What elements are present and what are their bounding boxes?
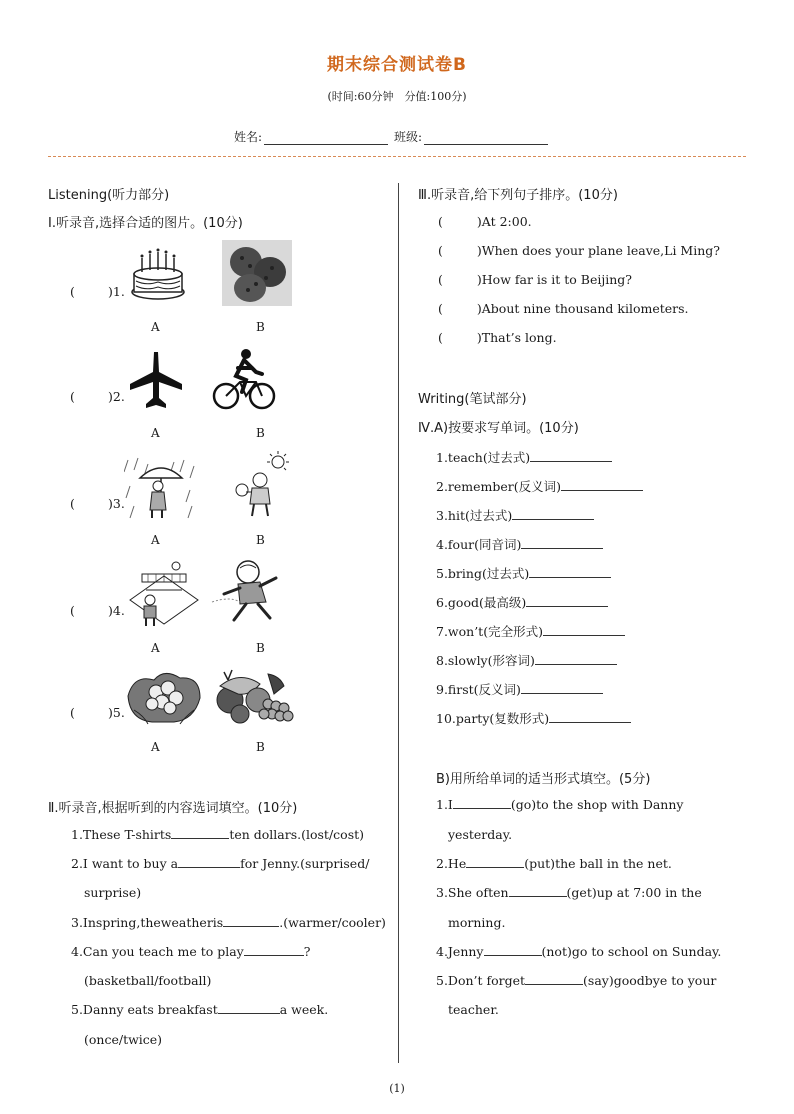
rainy-umbrella-image [124, 456, 198, 522]
exam-time-score: (时间:60分钟 分值:100分) [327, 90, 467, 103]
header-divider [48, 156, 746, 157]
birthday-cake-image [128, 246, 188, 302]
order-item: ( )How far is it to Beijing? [438, 272, 633, 287]
option-label-a: A [151, 740, 160, 754]
answer-blank[interactable] [223, 915, 279, 927]
answer-paren[interactable]: ( [70, 389, 75, 404]
fill-sentence: 3.She often (get)up at 7:00 in the [436, 885, 702, 900]
option-label-a: A [151, 426, 160, 440]
option-label-b: B [256, 740, 265, 754]
answer-blank[interactable] [526, 595, 608, 607]
cyclist-image [212, 346, 276, 412]
option-label-b: B [256, 641, 265, 655]
cauliflower-image [124, 666, 204, 728]
order-item: ( )At 2:00. [438, 214, 532, 229]
option-label-b: B [256, 320, 265, 334]
part1-heading: Ⅰ.听录音,选择合适的图片。(10分) [48, 216, 243, 231]
answer-blank[interactable] [178, 856, 240, 868]
word-item: 6.good(最高级) [436, 593, 608, 611]
answer-blank[interactable] [530, 450, 612, 462]
answer-blank[interactable] [529, 566, 611, 578]
item-number: )3. [108, 496, 125, 511]
option-label-a: A [151, 533, 160, 547]
word-item: 1.teach(过去式) [436, 448, 612, 466]
item-number: )2. [108, 389, 125, 404]
answer-blank[interactable] [466, 856, 524, 868]
fill-sentence-cont: surprise) [84, 885, 142, 900]
answer-blank[interactable] [484, 944, 542, 956]
word-item: 5.bring(过去式) [436, 564, 611, 582]
answer-blank[interactable] [244, 944, 304, 956]
answer-paren[interactable]: ( [70, 705, 75, 720]
fill-sentence: 5.Don’t forget (say)goodbye to your [436, 973, 717, 988]
cookies-image [222, 240, 292, 306]
fill-sentence-cont: teacher. [448, 1002, 499, 1017]
answer-paren[interactable]: ( [70, 496, 75, 511]
word-item: 2.remember(反义词) [436, 477, 643, 495]
fill-sentence-cont: (basketball/football) [84, 973, 212, 988]
answer-blank[interactable] [512, 508, 594, 520]
class-label: 班级: [394, 130, 423, 144]
option-label-a: A [151, 320, 160, 334]
running-boy-image [210, 558, 284, 628]
order-paren[interactable]: ( [438, 243, 443, 258]
answer-blank[interactable] [561, 479, 643, 491]
word-item: 9.first(反义词) [436, 680, 603, 698]
option-label-b: B [256, 533, 265, 547]
item-number: )4. [108, 603, 125, 618]
part2-heading: Ⅱ.听录音,根据听到的内容选词填空。(10分) [48, 801, 298, 816]
order-item: ( )That’s long. [438, 330, 557, 345]
page-title: 期末综合测试卷B [327, 55, 467, 75]
answer-paren[interactable]: ( [70, 284, 75, 299]
answer-blank[interactable] [453, 797, 511, 809]
order-item: ( )When does your plane leave,Li Ming? [438, 243, 720, 258]
word-item: 4.four(同音词) [436, 535, 603, 553]
class-field[interactable] [424, 132, 548, 145]
sunny-child-image [226, 450, 292, 520]
fill-sentence: 4.Jenny (not)go to school on Sunday. [436, 944, 722, 959]
fill-sentence: 1.These T-shirts ten dollars.(lost/cost) [71, 827, 365, 842]
order-paren[interactable]: ( [438, 272, 443, 287]
column-divider [398, 183, 399, 1063]
fill-sentence: 2.He (put)the ball in the net. [436, 856, 672, 871]
order-paren[interactable]: ( [438, 301, 443, 316]
word-item: 7.won’t(完全形式) [436, 622, 625, 640]
fill-sentence-cont: yesterday. [448, 827, 513, 842]
part3-heading: Ⅲ.听录音,给下列句子排序。(10分) [418, 188, 618, 203]
answer-blank[interactable] [543, 624, 625, 636]
fill-sentence: 5.Danny eats breakfast a week. [71, 1002, 329, 1017]
writing-heading: Writing(笔试部分) [418, 392, 527, 407]
order-paren[interactable]: ( [438, 214, 443, 229]
answer-blank[interactable] [525, 973, 583, 985]
fill-sentence-cont: (once/twice) [84, 1032, 163, 1047]
answer-blank[interactable] [549, 711, 631, 723]
item-number: )5. [108, 705, 125, 720]
answer-paren[interactable]: ( [70, 603, 75, 618]
answer-blank[interactable] [218, 1002, 280, 1014]
answer-blank[interactable] [171, 827, 229, 839]
answer-blank[interactable] [521, 537, 603, 549]
fill-sentence: 2.I want to buy a for Jenny.(surprised/ [71, 856, 370, 871]
answer-blank[interactable] [535, 653, 617, 665]
option-label-a: A [151, 641, 160, 655]
fill-sentence: 4.Can you teach me to play ? [71, 944, 311, 959]
item-number: )1. [108, 284, 125, 299]
part4b-heading: B)用所给单词的适当形式填空。(5分) [436, 772, 651, 787]
name-label: 姓名: [234, 130, 263, 144]
badminton-court-image [124, 560, 200, 628]
word-item: 8.slowly(形容词) [436, 651, 617, 669]
answer-blank[interactable] [509, 885, 567, 897]
word-item: 10.party(复数形式) [436, 709, 631, 727]
option-label-b: B [256, 426, 265, 440]
order-item: ( )About nine thousand kilometers. [438, 301, 689, 316]
page-number: (1) [389, 1082, 405, 1095]
order-paren[interactable]: ( [438, 330, 443, 345]
fill-sentence-cont: morning. [448, 915, 506, 930]
name-class-line [234, 128, 554, 145]
listening-heading: Listening(听力部分) [48, 188, 170, 203]
answer-blank[interactable] [521, 682, 603, 694]
name-field[interactable] [264, 132, 388, 145]
word-item: 3.hit(过去式) [436, 506, 594, 524]
fill-sentence: 3.Inspring,theweatheris .(warmer/cooler) [71, 915, 386, 930]
fill-sentence: 1.I (go)to the shop with Danny [436, 797, 684, 812]
airplane-image [128, 350, 184, 410]
part4a-heading: Ⅳ.A)按要求写单词。(10分) [418, 421, 579, 436]
fruits-image [210, 664, 296, 726]
